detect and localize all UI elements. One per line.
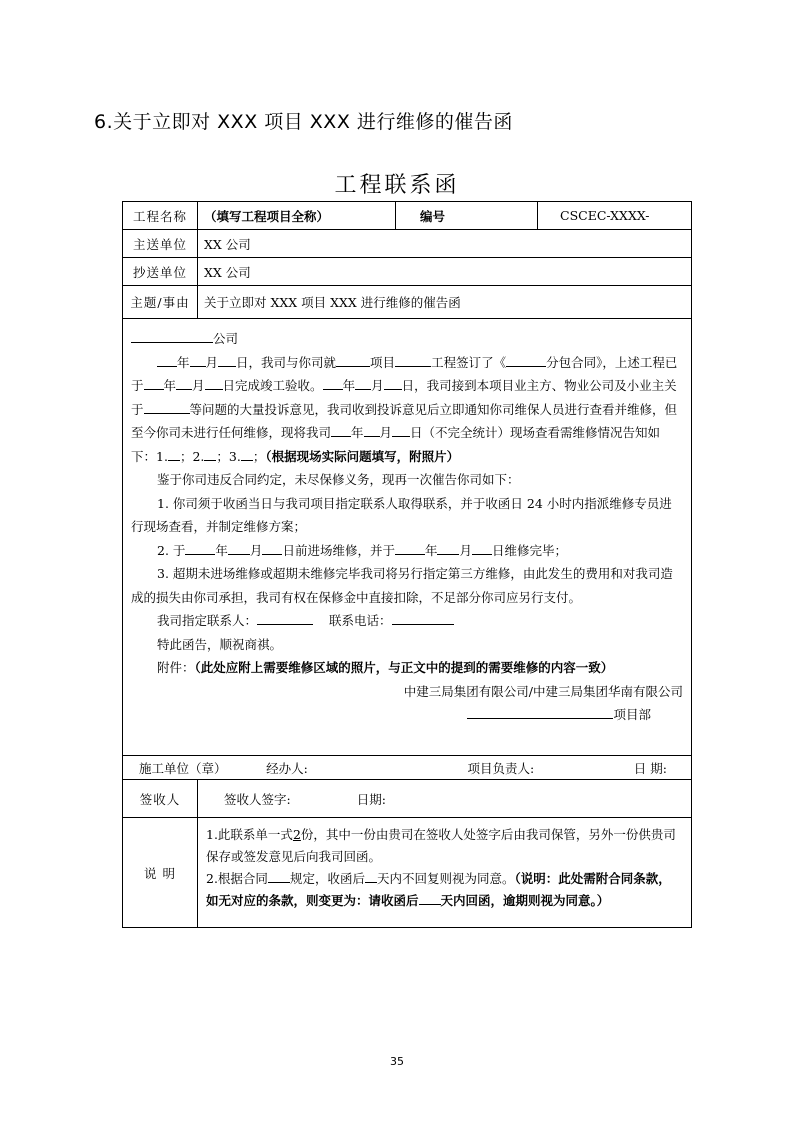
project-name-value[interactable]: （填写工程项目全称） (198, 202, 396, 230)
document-title: 工程联系函 (334, 173, 460, 198)
subject-value[interactable]: 关于立即对 XXX 项目 XXX 进行维修的催告函 (198, 286, 692, 319)
signoff-row (123, 756, 692, 780)
project-manager-label: 项目负责人: (467, 760, 535, 776)
contact-phone-blank[interactable] (392, 610, 454, 625)
note-2: 2.根据合同 规定，收函后 天内不回复则视为同意。（说明：此处需附合同条款，如无对应的条款，则变更为：请收函后 天内回函，逾期则视为同意。） (206, 868, 683, 912)
handler-label: 经办人: (266, 760, 308, 776)
receiver-label: 签收人 (123, 780, 198, 818)
letter-salutation: 公司 (131, 327, 683, 351)
letter-paragraph-1: 年 月 日，我司与你司就 项目 工程签订了《 分包合同》，上述工程已于 年 月 日完成竣工验收。 年 月 日，我司接到本项目业主方、物业公司及小业主关于 等问题的大量投诉意见，我司收到投诉意见后立即通知你司维保人员进行查看并维修，但至今你司未进行任何维修，现将我司 年 月 日（不完全统计）现场查看需维修情况告知如下：1. ；2. ；3. ；（根据现场实际问题填写，附照片） (131, 351, 683, 469)
letter-item-2: 2. 于 年 月 日前进场维修，并于 年 月 日维修完毕； (131, 539, 683, 563)
contact-person-blank[interactable] (257, 610, 313, 625)
receiver-signature-field[interactable]: 签收人签字: 日期: (198, 780, 692, 818)
project-name-label: 工程名称 (123, 202, 198, 230)
note-1: 1.此联系单一式2份，其中一份由贵司在签收人处签字后由我司保管，另外一份供贵司保存或签发意见后向我司回函。 (206, 827, 676, 864)
letter-item-1: 1. 你司须于收函当日与我司项目指定联系人取得联系，并于收函日 24 小时内指派维修专员进行现场查看，并制定维修方案； (131, 495, 672, 534)
cc-unit-label: 抄送单位 (123, 258, 198, 286)
main-unit-value[interactable]: XX 公司 (198, 230, 692, 258)
notes-label: 说 明 (123, 818, 198, 928)
letter-body (123, 319, 692, 756)
section-heading: 6.关于立即对 XXX 项目 XXX 进行维修的催告函 (94, 111, 513, 133)
notes-content (198, 818, 692, 928)
project-dept-line: 项目部 (131, 703, 683, 727)
cc-unit-value[interactable]: XX 公司 (198, 258, 692, 286)
contact-letter-form (122, 201, 692, 928)
subject-label: 主题/事由 (123, 286, 198, 319)
construction-unit-seal: 施工单位（章） (139, 760, 227, 776)
page-number: 35 (390, 1055, 404, 1068)
main-unit-label: 主送单位 (123, 230, 198, 258)
signoff-date-label: 日 期: (633, 760, 667, 776)
number-label: 编号 (396, 202, 538, 230)
contact-line: 我司指定联系人： 联系电话： (131, 609, 683, 633)
closing-line: 特此函告，顺祝商祺。 (157, 636, 283, 652)
number-value[interactable]: CSCEC-XXXX- (538, 202, 692, 230)
letter-paragraph-2: 鉴于你司违反合同约定，未尽保修义务，现再一次催告你司如下： (157, 472, 520, 487)
sender-name: 中建三局集团有限公司/中建三局集团华南有限公司 (403, 683, 683, 699)
letter-item-3: 3. 超期未进场维修或超期未维修完毕我司将另行指定第三方维修，由此发生的费用和对我司造成的损失由你司承担，我司有权在保修金中直接扣除，不足部分你司应另行支付。 (131, 566, 673, 605)
attachment-line: 附件：（此处应附上需要维修区域的照片，与正文中的提到的需要维修的内容一致） (157, 660, 614, 675)
